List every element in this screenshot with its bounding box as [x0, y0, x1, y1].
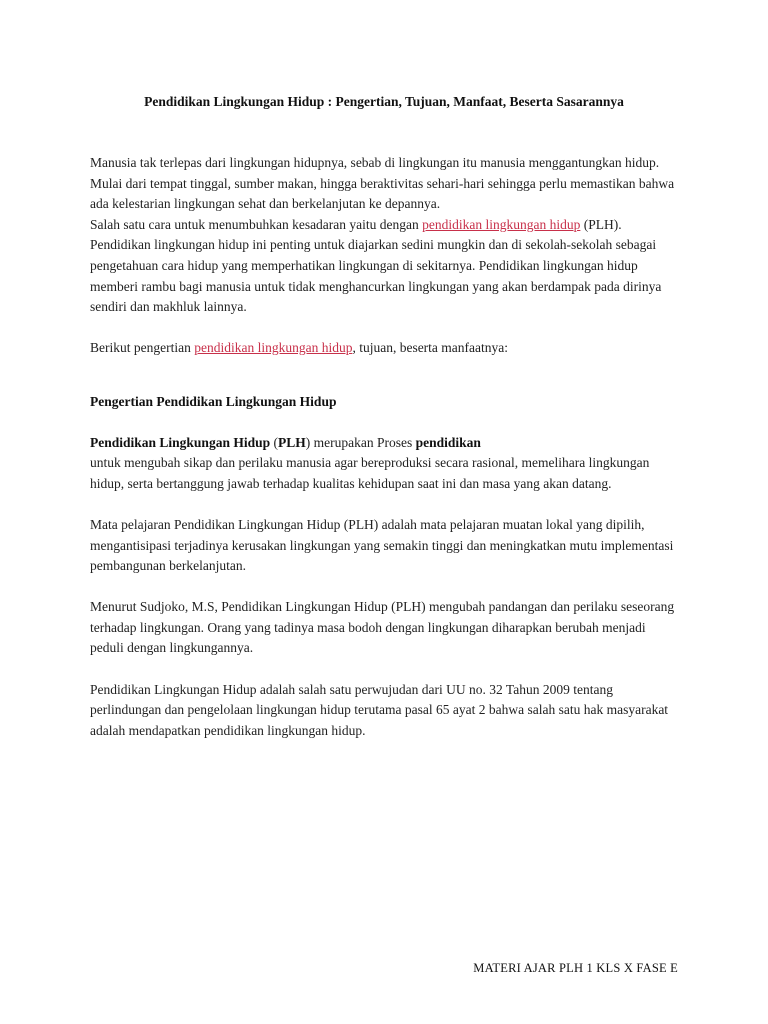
spacer	[90, 318, 680, 339]
definition-paren-open: (	[270, 434, 278, 450]
intro-paragraph-2-text-after: (PLH). Pendidikan lingkungan hidup ini penting untuk diajarkan sedini mungkin dan di sekolah-sekolah sebagai pengetahuan cara hidup yang memperhatikan lingkungan di sekitarnya. Pendidikan lingkungan hidup memberi rambu bagi manusia untuk tidak menghancurkan lingkungan yang akan berdampak pada dirinya sendiri dan makhluk lainnya.	[90, 216, 662, 315]
intro-paragraph-3-text-after: , tujuan, beserta manfaatnya:	[352, 340, 509, 356]
sudjoko-paragraph: Menurut Sudjoko, M.S, Pendidikan Lingkungan Hidup (PLH) mengubah pandangan dan perilaku seseorang terhadap lingkungan. Orang yang tadinya masa bodoh dengan lingkungan diharapkan berubah menjadi peduli dengan lingkungannya.	[90, 599, 675, 656]
spacer	[90, 659, 680, 680]
spacer	[90, 494, 680, 515]
intro-paragraph-2	[90, 215, 680, 318]
definition-lead	[90, 433, 680, 454]
definition-paragraph: untuk mengubah sikap dan perilaku manusia agar bereproduksi secara rasional, memelihara lingkungan hidup, serta bertanggung jawab terhadap kualitas kehidupan saat ini dan masa yang akan datang.	[90, 455, 650, 491]
spacer	[90, 577, 680, 598]
definition-keyword: pendidikan	[415, 434, 481, 450]
intro-paragraph-1: Manusia tak terlepas dari lingkungan hidupnya, sebab di lingkungan itu manusia menggantungkan hidup. Mulai dari tempat tinggal, sumber makan, hingga beraktivitas sehari-hari sehingga perlu memastikan bahwa ada kelestarian lingkungan sehat dan berkelanjutan ke depannya.	[90, 155, 675, 212]
plh-link[interactable]: pendidikan lingkungan hidup	[422, 216, 581, 232]
intro-paragraph-3	[90, 338, 680, 359]
spacer	[90, 359, 680, 392]
plh-link-2[interactable]: pendidikan lingkungan hidup	[194, 340, 353, 356]
definition-text: ) merupakan Proses	[305, 434, 416, 450]
page-title: Pendidikan Lingkungan Hidup : Pengertian, Tujuan, Manfaat, Beserta Sasarannya	[144, 94, 624, 109]
intro-paragraph-3-text-before: Berikut pengertian	[90, 340, 195, 356]
page-footer: MATERI AJAR PLH 1 KLS X FASE E	[473, 961, 678, 975]
mata-pelajaran-paragraph: Mata pelajaran Pendidikan Lingkungan Hidup (PLH) adalah mata pelajaran muatan lokal yang dipilih, mengantisipasi terjadinya kerusakan lingkungan yang semakin tinggi dan meningkatkan mutu implementasi pembangunan berkelanjutan.	[90, 516, 674, 574]
uu-paragraph: Pendidikan Lingkungan Hidup adalah salah satu perwujudan dari UU no. 32 Tahun 2009 tentang perlindungan dan pengelolaan lingkungan hidup terutama pasal 65 ayat 2 bahwa salah satu hak masyarakat adalah mendapatkan pendidikan lingkungan hidup.	[90, 681, 669, 738]
document-body	[90, 153, 680, 741]
intro-paragraph-2-text-before: Salah satu cara untuk menumbuhkan kesadaran yaitu dengan	[90, 216, 423, 232]
section-heading: Pengertian Pendidikan Lingkungan Hidup	[90, 393, 337, 409]
spacer	[90, 413, 680, 433]
definition-acronym: PLH	[277, 434, 306, 450]
definition-term: Pendidikan Lingkungan Hidup	[90, 434, 271, 450]
